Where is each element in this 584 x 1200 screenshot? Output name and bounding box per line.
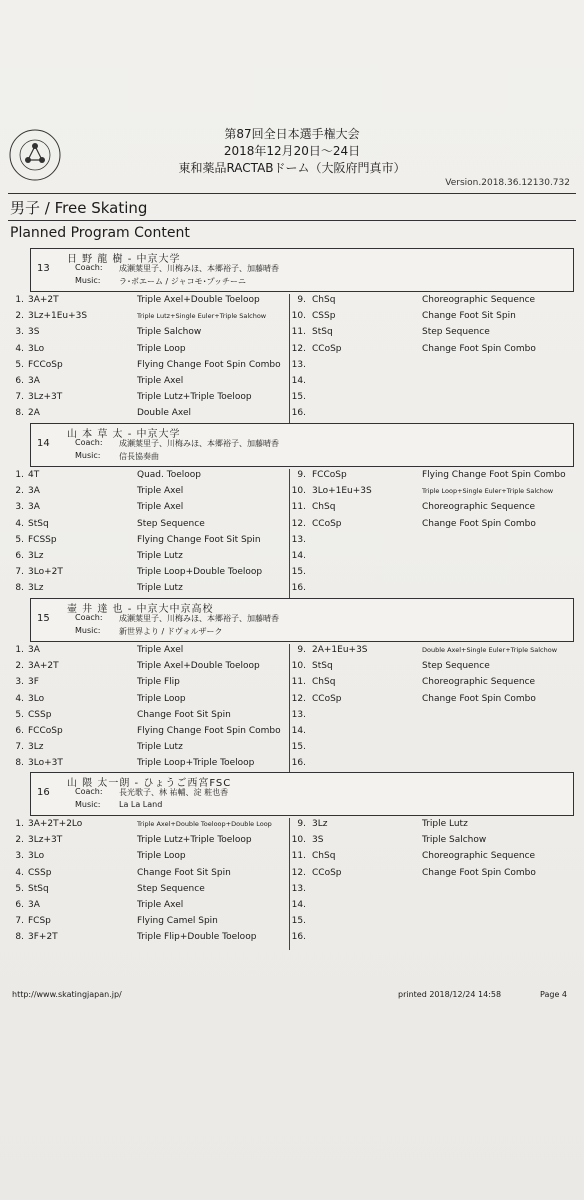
element-code: 3F+2T (28, 932, 58, 943)
element-code: 3Lz (28, 583, 44, 594)
element-number: 2. (15, 311, 24, 322)
element-number: 5. (15, 534, 24, 545)
element-number: 13. (291, 709, 306, 720)
element-description: Step Sequence (422, 327, 490, 338)
element-number: 9. (297, 470, 306, 480)
list-item (8, 580, 288, 596)
list-item (8, 642, 288, 658)
music-label: Music: (75, 626, 101, 635)
element-code: 3S (28, 327, 40, 338)
element-description: Triple Lutz (137, 551, 183, 561)
element-code: 2A+1Eu+3S (312, 645, 368, 655)
element-description: Change Foot Spin Combo (422, 693, 536, 704)
element-code: 3A+2T+2Lo (28, 819, 83, 829)
list-item (8, 755, 288, 771)
list-item (290, 707, 570, 723)
element-number: 2. (15, 486, 24, 497)
list-item (290, 548, 570, 564)
element-description: Choreographic Sequence (422, 851, 536, 862)
list-item (8, 373, 288, 389)
skater-number: 15 (37, 613, 50, 624)
element-description: Double Axel (137, 408, 191, 419)
element-code: 3Lz+3T (28, 392, 63, 403)
element-description: Step Sequence (137, 518, 205, 529)
element-code: StSq (312, 327, 333, 338)
list-item (8, 881, 288, 897)
element-description: Triple Lutz (137, 583, 183, 594)
list-item (290, 373, 570, 389)
element-number: 15. (291, 916, 306, 927)
skater-header-box (30, 423, 574, 467)
element-code: 3A (28, 900, 40, 910)
list-item (290, 516, 570, 532)
element-number: 6. (15, 551, 24, 561)
element-description: Change Foot Spin Combo (422, 867, 536, 878)
version-label: Version.2018.36.12130.732 (445, 178, 570, 188)
element-number: 16. (291, 758, 306, 769)
element-code: FCSp (28, 916, 51, 927)
skater-name: 日 野 龍 樹 - 中京大学 (67, 254, 181, 265)
element-code: CSSp (312, 311, 336, 322)
list-item (290, 897, 570, 913)
coach-label: Coach: (75, 613, 103, 622)
list-item (290, 308, 570, 324)
element-number: 14. (291, 551, 306, 561)
skater-name: 壷 井 達 也 - 中京大中京高校 (67, 604, 214, 615)
list-item (8, 308, 288, 324)
element-number: 14. (291, 900, 306, 910)
list-item (8, 405, 288, 421)
element-number: 14. (291, 376, 306, 386)
element-number: 11. (291, 502, 306, 513)
element-description: Triple Axel (137, 645, 184, 655)
list-item (8, 516, 288, 532)
element-description: Triple Flip (137, 677, 180, 688)
event-name: 第87回全日本選手権大会 (224, 127, 360, 141)
element-description: Triple Axel+Double Toeloop+Double Loop (137, 820, 272, 828)
element-description: Flying Change Foot Spin Combo (137, 359, 281, 370)
element-code: 3Lz (28, 742, 44, 753)
element-code: CCoSp (312, 343, 342, 354)
element-number: 16. (291, 408, 306, 419)
list-item (290, 357, 570, 373)
element-code: CCoSp (312, 867, 342, 878)
element-description: Triple Lutz (137, 742, 183, 753)
element-number: 10. (291, 486, 306, 497)
element-number: 8. (15, 583, 24, 594)
element-number: 3. (15, 851, 24, 862)
element-number: 9. (297, 645, 306, 655)
element-number: 15. (291, 392, 306, 403)
element-description: Triple Lutz (422, 819, 468, 829)
coach-label: Coach: (75, 263, 103, 272)
skater-number: 16 (37, 787, 50, 798)
element-number: 1. (15, 470, 24, 480)
list-item (290, 739, 570, 755)
element-number: 4. (15, 693, 24, 704)
list-item (8, 548, 288, 564)
music-label: Music: (75, 451, 101, 460)
skater-number: 13 (37, 263, 50, 274)
element-number: 8. (15, 758, 24, 769)
music-value: La La Land (119, 800, 163, 809)
element-code: ChSq (312, 502, 336, 513)
music-value: 新世界より / ドヴォルザーク (119, 627, 223, 636)
element-number: 9. (297, 295, 306, 305)
element-number: 3. (15, 327, 24, 338)
list-item (290, 848, 570, 864)
footer-url: http://www.skatingjapan.jp/ (12, 990, 122, 999)
element-code: ChSq (312, 295, 336, 305)
skater-header-box (30, 248, 574, 292)
element-description: Quad. Toeloop (137, 470, 201, 480)
list-item (290, 816, 570, 832)
list-item (290, 832, 570, 848)
element-number: 8. (15, 932, 24, 943)
list-item (290, 467, 570, 483)
footer-printed: printed 2018/12/24 14:58 (398, 990, 502, 999)
element-number: 3. (15, 677, 24, 688)
element-description: Triple Axel (137, 502, 184, 513)
element-number: 10. (291, 661, 306, 672)
element-description: Choreographic Sequence (422, 677, 536, 688)
list-item (290, 881, 570, 897)
element-description: Triple Lutz+Single Euler+Triple Salchow (137, 312, 267, 321)
coach-value: 成瀬葉里子、川梅みほ、本郷裕子、加藤晴香 (119, 439, 279, 448)
list-item (290, 499, 570, 515)
element-description: Triple Lutz+Triple Toeloop (137, 392, 252, 403)
list-item (8, 564, 288, 580)
element-code: 3A (28, 376, 40, 386)
element-code: 4T (28, 470, 40, 480)
list-item (8, 341, 288, 357)
element-code: 3Lz+1Eu+3S (28, 311, 88, 322)
page-subtitle: Planned Program Content (10, 225, 190, 241)
list-item (8, 292, 288, 308)
element-description: Triple Axel+Double Toeloop (137, 295, 260, 305)
music-value: ラ･ボエーム / ジャコモ･プッチーニ (119, 277, 247, 286)
element-number: 13. (291, 359, 306, 370)
element-description: Triple Axel (137, 486, 184, 497)
element-number: 2. (15, 661, 24, 672)
element-code: StSq (28, 518, 49, 529)
element-code: 3A (28, 486, 40, 497)
element-number: 7. (15, 392, 24, 403)
coach-value: 成瀬葉里子、川梅みほ、本郷裕子、加藤晴香 (119, 264, 279, 273)
list-item (290, 532, 570, 548)
element-code: 3A (28, 502, 40, 513)
element-code: ChSq (312, 851, 336, 862)
element-code: CCoSp (312, 693, 342, 704)
list-item (8, 324, 288, 340)
list-item (290, 580, 570, 596)
element-number: 8. (15, 408, 24, 419)
skater-header-box (30, 772, 574, 816)
list-item (290, 405, 570, 421)
list-item (8, 816, 288, 832)
element-number: 7. (15, 916, 24, 927)
element-description: Change Foot Sit Spin (422, 311, 516, 322)
element-description: Triple Flip+Double Toeloop (137, 932, 257, 943)
list-item (8, 483, 288, 499)
element-number: 7. (15, 742, 24, 753)
list-item (8, 467, 288, 483)
element-description: Flying Change Foot Spin Combo (422, 470, 566, 480)
element-code: 3A (28, 645, 40, 655)
music-value: 信長協奏曲 (119, 452, 159, 461)
element-code: FCCoSp (28, 359, 63, 370)
coach-label: Coach: (75, 787, 103, 796)
element-description: Flying Camel Spin (137, 916, 218, 927)
element-code: 3Lo (28, 343, 45, 354)
list-item (8, 357, 288, 373)
element-number: 12. (291, 343, 306, 354)
list-item (290, 324, 570, 340)
element-description: Change Foot Sit Spin (137, 709, 231, 720)
list-item (8, 532, 288, 548)
element-description: Double Axel+Single Euler+Triple Salchow (422, 646, 558, 654)
element-number: 2. (15, 835, 24, 846)
element-number: 12. (291, 867, 306, 878)
event-dates: 2018年12月20日～24日 (223, 144, 361, 158)
skater-header-box (30, 598, 574, 642)
skater-name: 山 隈 太一朗 - ひょうご西宮FSC (67, 778, 232, 789)
coach-value: 長光歌子、林 祐輔、淀 粧也香 (119, 788, 229, 797)
element-number: 5. (15, 883, 24, 894)
element-description: Change Foot Sit Spin (137, 867, 231, 878)
element-description: Choreographic Sequence (422, 295, 536, 305)
element-code: 3F (28, 677, 39, 688)
element-number: 13. (291, 883, 306, 894)
element-code: 3Lo (28, 693, 45, 704)
element-code: CSSp (28, 709, 52, 720)
element-code: 3A+2T (28, 661, 59, 672)
element-code: 2A (28, 408, 40, 419)
element-description: Change Foot Spin Combo (422, 343, 536, 354)
element-description: Flying Change Foot Spin Combo (137, 726, 281, 736)
list-item (290, 913, 570, 929)
element-description: Choreographic Sequence (422, 502, 536, 513)
skater-number: 14 (37, 438, 50, 449)
event-venue: 東和薬品RACTABドーム（大阪府門真市） (178, 161, 406, 175)
list-item (290, 723, 570, 739)
list-item (8, 691, 288, 707)
element-description: Triple Loop (137, 851, 186, 862)
element-code: 3Lo+1Eu+3S (312, 486, 372, 497)
music-label: Music: (75, 276, 101, 285)
list-item (290, 865, 570, 881)
element-description: Triple Loop+Triple Toeloop (137, 758, 255, 769)
element-description: Triple Salchow (422, 835, 487, 846)
list-item (8, 832, 288, 848)
list-item (290, 674, 570, 690)
element-number: 10. (291, 311, 306, 322)
element-number: 6. (15, 726, 24, 736)
list-item (290, 483, 570, 499)
list-item (8, 913, 288, 929)
element-code: 3A+2T (28, 295, 59, 305)
element-description: Triple Loop (137, 693, 186, 704)
element-number: 5. (15, 709, 24, 720)
element-number: 13. (291, 534, 306, 545)
element-description: Triple Axel (137, 376, 184, 386)
element-description: Change Foot Spin Combo (422, 518, 536, 529)
list-item (290, 691, 570, 707)
list-item (290, 929, 570, 945)
list-item (8, 897, 288, 913)
element-number: 15. (291, 742, 306, 753)
element-code: CSSp (28, 867, 52, 878)
element-code: 3Lz (312, 819, 328, 829)
element-code: CCoSp (312, 518, 342, 529)
element-code: FCCoSp (312, 470, 347, 480)
list-item (8, 929, 288, 945)
element-description: Triple Loop (137, 343, 186, 354)
element-code: FCCoSp (28, 726, 63, 736)
element-number: 16. (291, 932, 306, 943)
list-item (290, 292, 570, 308)
list-item (290, 642, 570, 658)
skater-name: 山 本 草 太 - 中京大学 (67, 429, 181, 440)
element-number: 12. (291, 518, 306, 529)
element-code: 3Lo+2T (28, 567, 63, 578)
element-description: Step Sequence (137, 883, 205, 894)
element-description: Flying Change Foot Sit Spin (137, 534, 261, 545)
list-item (8, 389, 288, 405)
list-item (290, 755, 570, 771)
element-description: Triple Axel (137, 900, 184, 910)
element-code: FCSSp (28, 534, 57, 545)
list-item (8, 658, 288, 674)
element-number: 15. (291, 567, 306, 578)
list-item (8, 848, 288, 864)
element-number: 4. (15, 343, 24, 354)
element-number: 4. (15, 518, 24, 529)
music-label: Music: (75, 800, 101, 809)
element-number: 11. (291, 677, 306, 688)
list-item (8, 865, 288, 881)
list-item (8, 723, 288, 739)
coach-label: Coach: (75, 438, 103, 447)
element-number: 6. (15, 376, 24, 386)
element-description: Triple Salchow (137, 327, 202, 338)
element-number: 1. (15, 819, 24, 829)
element-description: Triple Loop+Single Euler+Triple Salchow (422, 487, 554, 496)
list-item (8, 674, 288, 690)
element-number: 11. (291, 851, 306, 862)
element-number: 5. (15, 359, 24, 370)
element-number: 1. (15, 645, 24, 655)
element-number: 6. (15, 900, 24, 910)
element-number: 14. (291, 726, 306, 736)
element-number: 4. (15, 867, 24, 878)
element-description: Triple Loop+Double Toeloop (137, 567, 263, 578)
list-item (8, 707, 288, 723)
divider (8, 220, 576, 221)
list-item (290, 658, 570, 674)
document-header (0, 126, 584, 177)
coach-value: 成瀬葉里子、川梅みほ、本郷裕子、加藤晴香 (119, 614, 279, 623)
list-item (8, 499, 288, 515)
list-item (290, 389, 570, 405)
element-number: 3. (15, 502, 24, 513)
element-description: Step Sequence (422, 661, 490, 672)
element-code: 3S (312, 835, 324, 846)
element-number: 16. (291, 583, 306, 594)
element-code: StSq (312, 661, 333, 672)
element-code: 3Lz+3T (28, 835, 63, 846)
list-item (8, 739, 288, 755)
element-number: 12. (291, 693, 306, 704)
element-number: 9. (297, 819, 306, 829)
element-number: 11. (291, 327, 306, 338)
element-code: StSq (28, 883, 49, 894)
element-description: Triple Lutz+Triple Toeloop (137, 835, 252, 846)
list-item (290, 341, 570, 357)
section-title: 男子 / Free Skating (10, 199, 148, 217)
list-item (290, 564, 570, 580)
element-number: 10. (291, 835, 306, 846)
element-description: Triple Axel+Double Toeloop (137, 661, 260, 672)
element-number: 1. (15, 295, 24, 305)
element-number: 7. (15, 567, 24, 578)
element-code: 3Lo+3T (28, 758, 63, 769)
element-code: 3Lo (28, 851, 45, 862)
footer-page: Page 4 (540, 990, 567, 999)
element-code: ChSq (312, 677, 336, 688)
divider (8, 193, 576, 194)
element-code: 3Lz (28, 551, 44, 561)
